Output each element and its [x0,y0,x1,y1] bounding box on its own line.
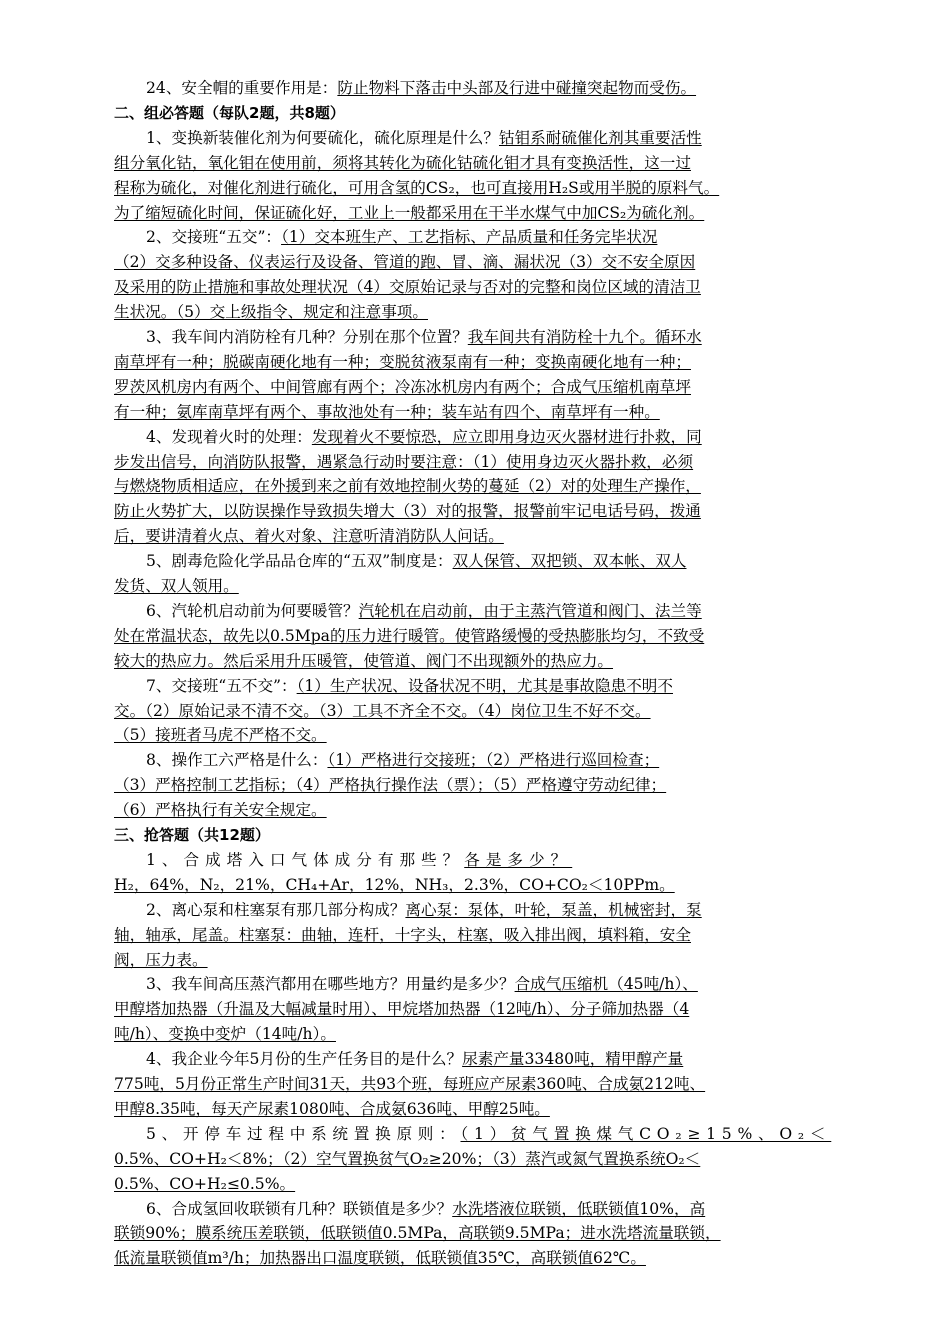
question-text: 2、交接班“五交”： [146,228,282,247]
answer-text: （1）生产状况、设备状况不明，尤其是事故隐患不明不 [296,676,673,695]
answer-text: 为了缩短硫化时间，保证硫化好，工业上一般都采用在干半水煤气中加CS₂为硫化剂。 [114,203,705,222]
question-text: 5、剧毒危险化学品品仓库的“五双”制度是： [146,552,453,571]
text-line [146,76,838,100]
answer-text: （5）接班者马虎不严格不交。 [114,726,327,745]
question-text: 8、操作工六严格是什么： [146,751,328,770]
answer-text: 发现着火不要惊恐，应立即用身边灭火器材进行扑救，同 [311,427,702,446]
answer-text: 水洗塔液位联锁，低联锁值10%，高 [452,1199,706,1218]
question-text: 二、组必答题（每队2题，共8题） [114,103,345,122]
answer-text: （1）交本班生产、工艺指标、产品质量和任务完毕状况 [281,228,658,247]
text-line [114,1172,838,1196]
answer-text: 我车间共有消防栓十九个。循环水 [467,328,702,346]
text-line [114,474,838,498]
text-line [114,624,838,648]
text-line [114,499,838,523]
text-line [146,126,838,150]
answer-text: 离心泵：泵体，叶轮，泵盖，机械密封，泵 [405,900,702,919]
answer-text: （1）贫气置换煤气CO₂≥15%、O₂＜ [460,1124,832,1143]
text-line [114,201,838,225]
answer-text: 低流量联锁值m³/h；加热器出口温度联锁，低联锁值35℃，高联锁值62℃。 [114,1249,646,1268]
text-line [114,350,838,374]
answer-text: （3）严格控制工艺指标；（4）严格执行操作法（票）；（5）严格遵守劳动纪律； [114,776,667,795]
text-line [114,873,838,897]
text-line [114,1022,838,1046]
answer-text: 甲醇塔加热器（升温及大幅减量时用）、甲烷塔加热器（12吨/h）、分子筛加热器（4 [114,1000,690,1019]
section-heading [114,101,838,125]
answer-text: 合成气压缩机（45吨/h）、 [514,975,698,994]
text-line [114,1072,838,1096]
answer-text: 后，要讲清着火点、着火对象、注意听清消防队人问话。 [114,527,504,546]
answer-text: 生状况。（5）交上级指令、规定和注意事项。 [114,303,428,322]
text-line [114,997,838,1021]
text-line [146,898,838,922]
text-line [114,400,838,424]
answer-text: 0.5%、CO+H₂＜8%；（2）空气置换贫气O₂≥20%；（3）蒸汽或氮气置换系统O₂＜ [114,1149,701,1168]
text-line [114,375,838,399]
text-line [114,151,838,175]
text-line [114,773,838,797]
question-text: 1、合成塔入口气体成分有那些？ [146,850,465,869]
question-text: 3、我车间高压蒸汽都用在哪些地方？用量约是多少？ [146,975,515,994]
answer-text: 程称为硫化，对催化剂进行硫化，可用含氢的CS₂，也可直接用H₂S或用半脱的原料气。 [114,178,720,197]
text-line [146,599,838,623]
text-line [114,798,838,822]
text-line [114,1221,838,1245]
text-line [114,1097,838,1121]
text-line [146,972,838,996]
text-line [146,674,838,698]
question-text: 6、合成氢回收联锁有几种？联锁值是多少？ [146,1199,453,1218]
text-line [114,275,838,299]
text-line [114,699,838,723]
answer-text: 交。（2）原始记录不清不交。（3）工具不齐全不交。（4）岗位卫生不好不交。 [114,701,651,720]
answer-text: 联锁90%；膜系统压差联锁，低联锁值0.5MPa，高联锁9.5MPa；进水洗塔流量联锁， [114,1224,721,1243]
text-line [146,225,838,249]
text-line [146,1122,838,1146]
answer-text: 尿素产量33480吨，精甲醇产量 [462,1050,684,1069]
question-text: 1、变换新装催化剂为何要硫化，硫化原理是什么？ [146,128,499,147]
text-line [146,1047,838,1071]
text-line [114,300,838,324]
answer-text: （6）严格执行有关安全规定。 [114,801,327,820]
answer-text: 较大的热应力。然后采用升压暖管，使管道、阀门不出现额外的热应力。 [114,651,614,670]
text-line [146,748,838,772]
answer-text: 南草坪有一种；脱碳南硬化地有一种；变脱贫液泵南有一种；变换南硬化地有一种； [114,352,691,371]
text-line [114,923,838,947]
text-line [114,723,838,747]
question-text: 6、汽轮机启动前为何要暖管？ [146,601,359,620]
section-heading [114,823,838,847]
answer-text: 防止火势扩大，以防误操作导致损失增大（3）对的报警，报警前牢记电话号码，拨通 [114,502,701,521]
question-text: 4、我企业今年5月份的生产任务目的是什么？ [146,1050,463,1069]
question-text: 7、交接班“五不交”： [146,676,297,695]
question-text: 2、离心泵和柱塞泵有那几部分构成？ [146,900,406,919]
answer-text: 钴钼系耐硫催化剂其重要活性 [498,128,702,147]
answer-text: 轴，轴承，尾盖。柱塞泵：曲轴，连杆，十字头，柱塞，吸入排出阀，填料箱，安全 [114,925,691,944]
answer-text: 及采用的防止措施和事故处理状况（4）交原始记录与否对的完整和岗位区域的清洁卫 [114,278,701,297]
text-line [114,1246,838,1270]
text-line [146,549,838,573]
answer-text: 吨/h）、变换中变炉（14吨/h）。 [114,1025,336,1044]
answer-text: 罗茨风机房内有两个、中间管廊有两个；冷冻冰机房内有两个；合成气压缩机南草坪 [114,377,691,396]
answer-text: 组分氧化钴，氧化钼在使用前，须将其转化为硫化钴硫化钼才具有变换活性，这一过 [114,153,691,172]
text-line [114,524,838,548]
answer-text: 步发出信号，向消防队报警，遇紧急行动时要注意：（1）使用身边灭火器扑救，必须 [114,452,694,471]
text-line [146,425,838,449]
answer-text: H₂，64%，N₂，21%，CH₄+Ar，12%，NH₃，2.3%，CO+CO₂＜10PPm。 [114,875,675,894]
answer-text: 处在常温状态，故先以0.5Mpa的压力进行暖管。使管路缓慢的受热膨胀均匀，不致受 [114,626,705,645]
question-text: 24、安全帽的重要作用是： [146,79,338,97]
text-line [114,1147,838,1171]
text-line [114,649,838,673]
answer-text: 各是多少？ [464,850,573,869]
text-line [114,176,838,200]
text-line [146,848,838,872]
answer-text: 发货、双人领用。 [114,577,239,595]
answer-text: （2）交多种设备、仪表运行及设备、管道的跑、冒、滴、漏状况（3）交不安全原因 [114,253,696,272]
question-text: 三、抢答题（共12题） [114,826,270,844]
question-text: 3、我车间内消防栓有几种？分别在那个位置？ [146,328,468,346]
text-line [114,574,838,598]
question-text: 5、开停车过程中系统置换原则： [146,1124,461,1143]
text-line [146,1197,838,1221]
answer-text: 与燃烧物质相适应，在外援到来之前有效地控制火势的蔓延（2）对的处理生产操作， [114,477,701,496]
question-text: 4、发现着火时的处理： [146,427,312,446]
answer-text: 甲醇8.35吨，每天产尿素1080吨、合成氨636吨、甲醇25吨。 [114,1099,550,1118]
answer-text: 775吨，5月份正常生产时间31天，共93个班，每班应产尿素360吨、合成氨212吨、 [114,1075,706,1093]
answer-text: 0.5%、CO+H₂≤0.5%。 [114,1174,296,1193]
text-line [114,450,838,474]
answer-text: （1）严格进行交接班；（2）严格进行巡回检查； [327,751,660,770]
answer-text: 双人保管、双把锁、双本帐、双人 [452,552,687,571]
answer-text: 有一种；氨库南草坪有两个、事故池处有一种；装车站有四个、南草坪有一种。 [114,402,660,421]
answer-text: 阀，压力表。 [114,950,208,969]
answer-text: 防止物料下落击中头部及行进中碰撞突起物而受伤。 [337,79,697,97]
text-line [114,948,838,972]
text-line [146,325,838,349]
answer-text: 汽轮机在启动前，由于主蒸汽管道和阀门、法兰等 [358,601,702,620]
text-line [114,250,838,274]
